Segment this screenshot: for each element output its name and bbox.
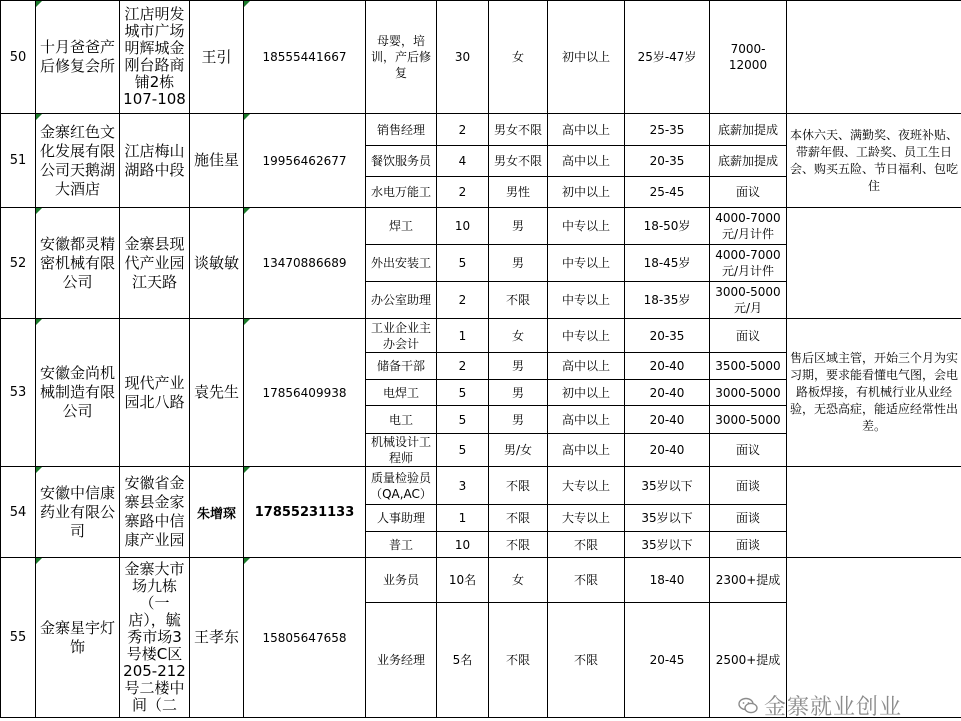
job-title: 销售经理 [366, 114, 437, 146]
job-count: 3 [437, 467, 489, 505]
wechat-icon [738, 696, 758, 716]
job-gender: 不限 [489, 505, 548, 532]
company-address: 现代产业园北八路 [120, 319, 190, 467]
contact-phone: 19956462677 [244, 114, 366, 208]
job-title: 人事助理 [366, 505, 437, 532]
table-row [1, 467, 961, 505]
job-title: 业务经理 [366, 603, 437, 718]
job-title: 焊工 [366, 208, 437, 245]
job-education: 高中以上 [548, 353, 625, 380]
job-count: 1 [437, 505, 489, 532]
company-name: 安徽都灵精密机械有限公司 [36, 208, 120, 319]
job-education: 大专以上 [548, 467, 625, 505]
job-age: 20-40 [625, 434, 710, 467]
job-title: 电焊工 [366, 380, 437, 406]
job-title: 水电万能工 [366, 177, 437, 208]
job-age: 20-40 [625, 353, 710, 380]
row-number: 50 [1, 1, 36, 114]
contact-phone: 15805647658 [244, 558, 366, 718]
company-address: 金寨县现代产业园江天路 [120, 208, 190, 319]
row-number: 55 [1, 558, 36, 718]
job-age: 20-40 [625, 380, 710, 406]
job-gender: 不限 [489, 282, 548, 319]
job-title: 机械设计工程师 [366, 434, 437, 467]
job-count: 10 [437, 532, 489, 558]
job-age: 18-45岁 [625, 245, 710, 282]
job-age: 25-45 [625, 177, 710, 208]
job-salary: 2500+提成 [710, 603, 787, 718]
job-age: 25-35 [625, 114, 710, 146]
benefits [787, 1, 961, 114]
contact-phone: 18555441667 [244, 1, 366, 114]
company-name: 十月爸爸产后修复会所 [36, 1, 120, 114]
job-count: 5 [437, 380, 489, 406]
watermark [738, 690, 961, 721]
job-age: 20-35 [625, 319, 710, 353]
job-education: 不限 [548, 532, 625, 558]
job-age: 35岁以下 [625, 505, 710, 532]
contact-person: 朱增琛 [190, 467, 244, 558]
job-title: 普工 [366, 532, 437, 558]
job-title: 业务员 [366, 558, 437, 603]
job-count: 2 [437, 114, 489, 146]
job-age: 18-40 [625, 558, 710, 603]
contact-phone: 13470886689 [244, 208, 366, 319]
job-title: 母婴，培训，产后修复 [366, 1, 437, 114]
job-gender: 男女不限 [489, 146, 548, 177]
table-row [1, 1, 961, 114]
benefits: 本休六天、满勤奖、夜班补贴、带薪年假、工龄奖、员工生日会、购买五险、节日福利、包吃住 [787, 114, 961, 208]
job-age: 20-40 [625, 406, 710, 434]
benefits [787, 467, 961, 558]
job-age: 35岁以下 [625, 467, 710, 505]
job-gender: 男 [489, 208, 548, 245]
company-name: 安徽中信康药业有限公司 [36, 467, 120, 558]
job-count: 2 [437, 353, 489, 380]
table-row [1, 319, 961, 353]
job-education: 中专以上 [548, 245, 625, 282]
job-count: 5名 [437, 603, 489, 718]
job-gender: 男/女 [489, 434, 548, 467]
contact-person: 袁先生 [190, 319, 244, 467]
job-education: 初中以上 [548, 380, 625, 406]
job-count: 5 [437, 434, 489, 467]
job-title: 电工 [366, 406, 437, 434]
job-salary: 底薪加提成 [710, 114, 787, 146]
job-age: 18-50岁 [625, 208, 710, 245]
job-gender: 不限 [489, 532, 548, 558]
job-count: 10 [437, 208, 489, 245]
company-name: 安徽金尚机械制造有限公司 [36, 319, 120, 467]
job-title: 外出安装工 [366, 245, 437, 282]
company-address: 江店明发城市广场明辉城金刚台路商铺2栋107-108 [120, 1, 190, 114]
job-salary: 面议 [710, 177, 787, 208]
job-count: 10名 [437, 558, 489, 603]
job-gender: 不限 [489, 603, 548, 718]
table-row [1, 208, 961, 245]
job-title: 工业企业主办会计 [366, 319, 437, 353]
job-title: 质量检验员（QA,AC） [366, 467, 437, 505]
job-gender: 女 [489, 558, 548, 603]
job-count: 5 [437, 245, 489, 282]
job-salary: 面议 [710, 319, 787, 353]
job-count: 5 [437, 406, 489, 434]
job-education: 高中以上 [548, 434, 625, 467]
contact-person: 施佳星 [190, 114, 244, 208]
row-number: 52 [1, 208, 36, 319]
job-salary: 2300+提成 [710, 558, 787, 603]
job-salary: 3000-5000 [710, 380, 787, 406]
company-address: 安徽省金寨县金家寨路中信康产业园 [120, 467, 190, 558]
job-salary: 面谈 [710, 467, 787, 505]
job-count: 2 [437, 282, 489, 319]
job-count: 1 [437, 319, 489, 353]
job-age: 35岁以下 [625, 532, 710, 558]
job-education: 高中以上 [548, 406, 625, 434]
job-title: 办公室助理 [366, 282, 437, 319]
job-education: 不限 [548, 558, 625, 603]
job-education: 高中以上 [548, 146, 625, 177]
contact-person: 谈敏敏 [190, 208, 244, 319]
job-age: 20-35 [625, 146, 710, 177]
benefits: 售后区域主管，开始三个月为实习期，要求能看懂电气图，会电路板焊接，有机械行业从业经验，无恐高症，能适应经常性出差。 [787, 319, 961, 467]
contact-phone: 17856409938 [244, 319, 366, 467]
job-age: 18-35岁 [625, 282, 710, 319]
company-address: 金寨大市场九栋（一店），毓秀市场3号楼C区205-212号二楼中间（二 [120, 558, 190, 718]
job-gender: 男性 [489, 177, 548, 208]
job-salary: 3000-5000元/月 [710, 282, 787, 319]
job-count: 2 [437, 177, 489, 208]
job-salary: 7000-12000 [710, 1, 787, 114]
job-gender: 男女不限 [489, 114, 548, 146]
job-gender: 男 [489, 380, 548, 406]
job-gender: 不限 [489, 467, 548, 505]
job-title: 餐饮服务员 [366, 146, 437, 177]
job-salary: 底薪加提成 [710, 146, 787, 177]
row-number: 53 [1, 319, 36, 467]
job-age: 25岁-47岁 [625, 1, 710, 114]
job-gender: 男 [489, 245, 548, 282]
job-count: 4 [437, 146, 489, 177]
row-number: 51 [1, 114, 36, 208]
job-gender: 男 [489, 406, 548, 434]
job-salary: 面谈 [710, 532, 787, 558]
job-salary: 面议 [710, 434, 787, 467]
job-education: 初中以上 [548, 177, 625, 208]
company-address: 江店梅山湖路中段 [120, 114, 190, 208]
job-education: 大专以上 [548, 505, 625, 532]
job-education: 高中以上 [548, 114, 625, 146]
job-salary: 3000-5000 [710, 406, 787, 434]
job-salary: 面谈 [710, 505, 787, 532]
job-gender: 女 [489, 1, 548, 114]
job-age: 20-45 [625, 603, 710, 718]
job-count: 30 [437, 1, 489, 114]
job-salary: 4000-7000元/月计件 [710, 208, 787, 245]
job-education: 中专以上 [548, 319, 625, 353]
job-salary: 3500-5000 [710, 353, 787, 380]
job-education: 不限 [548, 603, 625, 718]
table-row [1, 558, 961, 603]
job-education: 初中以上 [548, 1, 625, 114]
job-gender: 女 [489, 319, 548, 353]
table-row [1, 114, 961, 146]
watermark-text: 金寨就业创业 [764, 695, 903, 720]
job-title: 储备干部 [366, 353, 437, 380]
contact-person: 王孝东 [190, 558, 244, 718]
job-education: 中专以上 [548, 208, 625, 245]
job-education: 中专以上 [548, 282, 625, 319]
company-name: 金寨星宇灯饰 [36, 558, 120, 718]
job-gender: 男 [489, 353, 548, 380]
job-salary: 4000-7000元/月计件 [710, 245, 787, 282]
row-number: 54 [1, 467, 36, 558]
company-name: 金寨红色文化发展有限公司天鹅湖大酒店 [36, 114, 120, 208]
benefits [787, 208, 961, 319]
contact-phone: 17855231133 [244, 467, 366, 558]
contact-person: 王引 [190, 1, 244, 114]
